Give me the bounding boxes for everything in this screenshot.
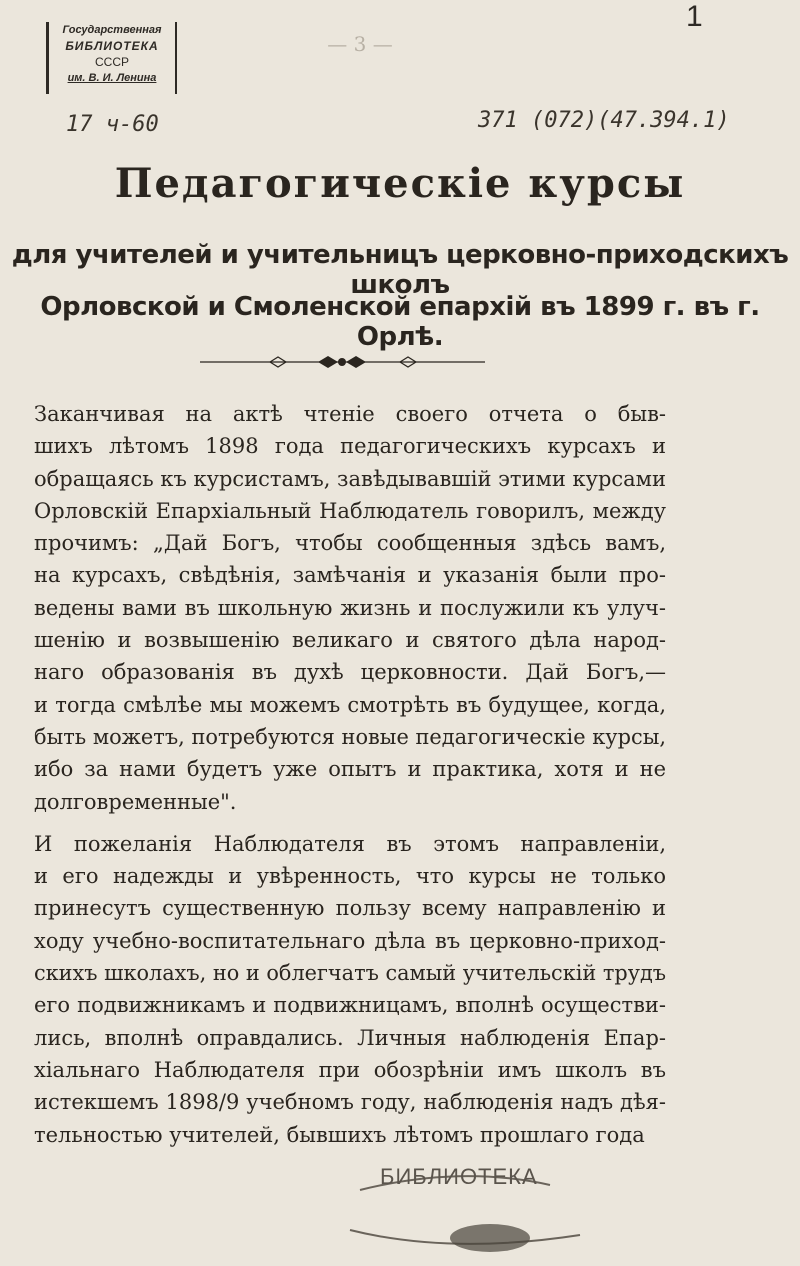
- text-line: ведены вами въ школьную жизнь и послужили къ улуч-: [34, 595, 666, 620]
- text-line: хіальнаго Наблюдателя при обозрѣніи имъ школъ въ: [34, 1057, 666, 1082]
- text-line: быть можетъ, потребуются новые педагогическіе курсы,: [34, 724, 666, 749]
- subtitle-line-2: Орловской и Смоленской епархій въ 1899 г. въ г. Орлѣ.: [40, 292, 760, 352]
- text-line: и тогда смѣлѣе мы можемъ смотрѣть въ будущее, когда,: [34, 692, 666, 717]
- text-line: шихъ лѣтомъ 1898 года педагогическихъ курсахъ и: [34, 434, 666, 459]
- bottom-stamp-text: БИБЛИОТЕКА: [380, 1164, 538, 1189]
- paragraph-2: [34, 828, 666, 1151]
- subtitle-line-1: для учителей и учительницъ церковно-приходскихъ школъ: [11, 240, 789, 300]
- text-line: ибо за нами будетъ уже опытъ и практика, хотя и не: [34, 757, 666, 782]
- stamp-line-2: БИБЛИОТЕКА: [65, 39, 159, 53]
- bottom-library-stamp: [330, 1160, 600, 1260]
- text-line: его подвижникамъ и подвижницамъ, вполнѣ осуществи-: [34, 993, 666, 1018]
- text-line: обращаясь къ курсистамъ, завѣдывавшій этими курсами: [34, 466, 666, 491]
- stamp-line-4: им. В. И. Ленина: [67, 72, 157, 84]
- text-line: лись, вполнѣ оправдались. Личныя наблюденія Епар-: [34, 1025, 666, 1050]
- text-line: на курсахъ, свѣдѣнія, замѣчанія и указанія были про-: [34, 563, 666, 588]
- text-line: тельностью учителей, бывшихъ лѣтомъ прошлаго года: [34, 1122, 645, 1147]
- stamp-line-1: Государственная: [62, 24, 162, 36]
- text-line: И пожеланія Наблюдателя въ этомъ направленіи,: [34, 831, 666, 856]
- body-text: [34, 398, 666, 1151]
- paragraph-1: [34, 398, 666, 818]
- text-line: истекшемъ 1898/9 учебномъ году, наблюденія надъ дѣя-: [34, 1090, 666, 1115]
- text-line: шенію и возвышенію великаго и святого дѣла народ-: [34, 628, 666, 653]
- document-title: Педагогическіе курсы: [114, 160, 686, 207]
- page-number: — 3 —: [327, 32, 393, 56]
- stamp-line-3: СССР: [94, 55, 129, 69]
- inventory-number-right: 371 (072)(47.394.1): [478, 108, 730, 133]
- text-line: прочимъ: „Дай Богъ, чтобы сообщенныя здѣсь вамъ,: [34, 531, 666, 556]
- text-line: долговременные".: [34, 789, 237, 814]
- text-line: принесутъ существенную пользу всему направленію и: [34, 896, 666, 921]
- text-line: Орловскій Епархіальный Наблюдатель говорилъ, между: [34, 498, 666, 523]
- corner-mark: 1: [686, 0, 703, 33]
- ornament-divider: [200, 352, 485, 372]
- text-line: ходу учебно-воспитательнаго дѣла въ церковно-приход-: [34, 928, 666, 953]
- text-line: скихъ школахъ, но и облегчатъ самый учительскій трудъ: [34, 961, 666, 986]
- text-line: Заканчивая на актѣ чтеніе своего отчета о быв-: [34, 402, 666, 426]
- inventory-number-left: 17 ч-60: [66, 112, 159, 137]
- text-line: наго образованія въ духѣ церковности. Дай Богъ,—: [34, 660, 666, 685]
- library-stamp: [46, 22, 177, 94]
- text-line: и его надежды и увѣренность, что курсы не только: [34, 864, 666, 889]
